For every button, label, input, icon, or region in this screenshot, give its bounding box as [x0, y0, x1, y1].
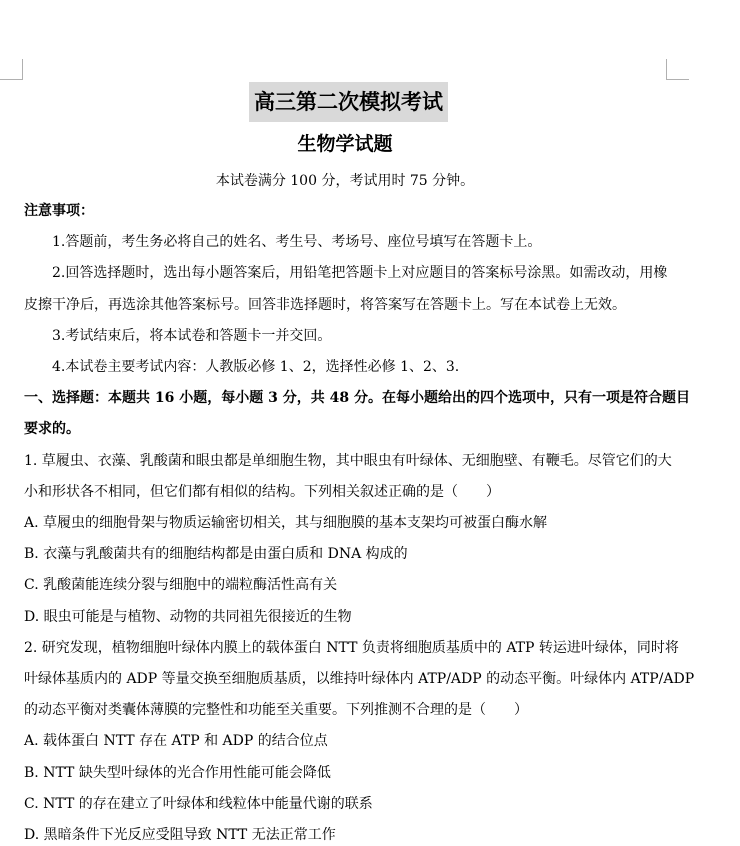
question-2-stem-cont-2: 的动态平衡对类囊体薄膜的完整性和功能至关重要。下列推测不合理的是（ ） [24, 702, 528, 718]
exam-info: 本试卷满分 100 分，考试用时 75 分钟。 [215, 173, 475, 189]
question-2-stem: 2. 研究发现，植物细胞叶绿体内膜上的载体蛋白 NTT 负责将细胞质基质中的 ATP 转运进叶绿体，同时将 [24, 640, 679, 656]
notice-line-1: 1.答题前，考生务必将自己的姓名、考生号、考场号、座位号填写在答题卡上。 [52, 234, 542, 250]
exam-title[interactable]: 高三第二次模拟考试 [249, 82, 448, 122]
question-1-option-c: C. 乳酸菌能连续分裂与细胞中的端粒酶活性高有关 [24, 577, 338, 593]
question-1-option-a: A. 草履虫的细胞骨架与物质运输密切相关，其与细胞膜的基本支架均可被蛋白酶水解 [24, 515, 548, 531]
notice-heading: 注意事项： [24, 203, 94, 219]
question-2-stem-cont: 叶绿体基质内的 ADP 等量交换至细胞质基质，以维持叶绿体内 ATP/ADP 的动态平衡。叶绿体内 ATP/ADP [24, 671, 695, 687]
question-2-option-d: D. 黑暗条件下光反应受阻导致 NTT 无法正常工作 [24, 827, 336, 843]
notice-line-2: 2.回答选择题时，选出每小题答案后，用铅笔把答题卡上对应题目的答案标号涂黑。如需改动，用橡 [52, 265, 668, 281]
notice-line-3: 3.考试结束后，将本试卷和答题卡一并交回。 [52, 328, 332, 344]
section-heading: 一、选择题：本题共 16 小题，每小题 3 分，共 48 分。在每小题给出的四个选项中，只有一项是符合题目 [24, 390, 690, 406]
page-corner-mark-top-left [0, 59, 23, 80]
question-1-option-b: B. 衣藻与乳酸菌共有的细胞结构都是由蛋白质和 DNA 构成的 [24, 546, 408, 562]
section-heading-cont: 要求的。 [24, 421, 80, 437]
question-1-stem: 1. 草履虫、衣藻、乳酸菌和眼虫都是单细胞生物，其中眼虫有叶绿体、无细胞壁、有鞭毛。尽管它们的大 [24, 453, 672, 469]
exam-subtitle: 生物学试题 [297, 133, 393, 155]
question-2-option-b: B. NTT 缺失型叶绿体的光合作用性能可能会降低 [24, 765, 331, 781]
page-corner-mark-top-right [666, 59, 689, 80]
question-1-stem-cont: 小和形状各不相同，但它们都有相似的结构。下列相关叙述正确的是（ ） [24, 484, 500, 500]
question-2-option-a: A. 载体蛋白 NTT 存在 ATP 和 ADP 的结合位点 [24, 733, 328, 749]
notice-line-4: 4.本试卷主要考试内容：人教版必修 1、2，选择性必修 1、2、3. [52, 359, 460, 375]
question-1-option-d: D. 眼虫可能是与植物、动物的共同祖先很接近的生物 [24, 609, 352, 625]
question-2-option-c: C. NTT 的存在建立了叶绿体和线粒体中能量代谢的联系 [24, 796, 373, 812]
notice-line-2-cont: 皮擦干净后，再选涂其他答案标号。回答非选择题时，将答案写在答题卡上。写在本试卷上无效。 [24, 297, 626, 313]
